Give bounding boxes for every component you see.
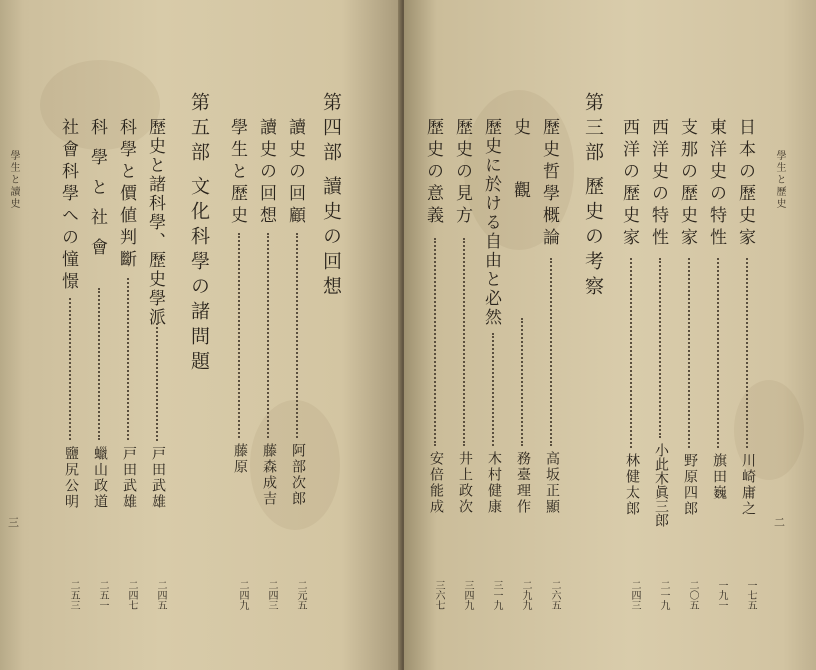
toc-entry[interactable] bbox=[453, 118, 475, 610]
toc-entry[interactable] bbox=[511, 118, 533, 610]
part3-label: 第三部 bbox=[582, 92, 604, 167]
toc-entry[interactable] bbox=[117, 118, 139, 610]
toc-entry-title: 科學と價値判斷 bbox=[116, 118, 136, 272]
running-head: 學生と讀史 bbox=[8, 150, 19, 210]
toc-entry-page: 二〇五 bbox=[687, 580, 698, 610]
toc-entry-title: 史觀 bbox=[510, 118, 530, 244]
dot-leader bbox=[630, 258, 632, 448]
toc-entry-author: 務臺理作 bbox=[515, 451, 531, 515]
dot-leader bbox=[238, 233, 240, 438]
toc-entry[interactable] bbox=[88, 118, 110, 610]
toc-entry[interactable] bbox=[678, 118, 700, 610]
toc-entry-title: 西洋史の特性 bbox=[648, 118, 668, 250]
dot-leader bbox=[492, 333, 494, 446]
toc-entry-author: 蠟山政道 bbox=[92, 446, 108, 510]
page-number: 三 bbox=[8, 516, 19, 529]
part5-label: 第五部 bbox=[188, 92, 210, 167]
toc-entry-author: 野原四郎 bbox=[682, 453, 698, 517]
toc-entry-page: 一七五 bbox=[745, 580, 756, 610]
part5-title: 文化科學の諸問題 bbox=[188, 176, 210, 376]
toc-entry-page: 二六五 bbox=[549, 580, 560, 610]
toc-entry-page: 二一九 bbox=[658, 580, 669, 610]
part4-title: 讀史の回想 bbox=[320, 176, 342, 301]
dot-leader bbox=[127, 278, 129, 440]
toc-entry-author: 鹽尻公明 bbox=[63, 446, 79, 510]
left-page bbox=[0, 0, 402, 670]
toc-entry-page: 二四五 bbox=[155, 580, 166, 610]
toc-entry-title: 支那の歷史家 bbox=[677, 118, 697, 250]
toc-entry-author: 戸田武雄 bbox=[150, 446, 166, 510]
toc-entry-title: 歷史に於ける自由と必然 bbox=[481, 118, 501, 327]
dot-leader bbox=[98, 288, 100, 440]
toc-entry-title: 讀史の回想 bbox=[256, 118, 276, 228]
toc-entry-author: 旗田巍 bbox=[711, 453, 727, 501]
toc-entry-title: 歷史の見方 bbox=[452, 118, 472, 228]
toc-entry-page: 二四三 bbox=[266, 580, 277, 610]
toc-entry-author: 木村健康 bbox=[486, 451, 502, 515]
dot-leader bbox=[156, 323, 158, 441]
toc-entry-page: 二四九 bbox=[237, 580, 248, 610]
toc-entry-title: 東洋史の特性 bbox=[706, 118, 726, 250]
toc-entry-author: 林健太郎 bbox=[624, 453, 640, 517]
toc-entry[interactable] bbox=[540, 118, 562, 610]
toc-entry[interactable] bbox=[146, 118, 168, 610]
toc-entry-page: 二元五 bbox=[295, 580, 306, 610]
dot-leader bbox=[267, 233, 269, 438]
toc-entry-author: 藤森成吉 bbox=[261, 443, 277, 507]
toc-entry-page: 二四三 bbox=[629, 580, 640, 610]
toc-entry-page: 二九九 bbox=[520, 580, 531, 610]
dot-leader bbox=[717, 258, 719, 448]
toc-entry-author: 高坂正顯 bbox=[544, 451, 560, 515]
toc-entry-author: 藤原 bbox=[232, 443, 248, 475]
dot-leader bbox=[521, 318, 523, 446]
toc-entry-title: 歷史と諸科學、歷史學派 bbox=[145, 118, 165, 327]
right-page bbox=[404, 0, 816, 670]
toc-entry[interactable] bbox=[228, 118, 250, 610]
dot-leader bbox=[550, 258, 552, 446]
running-head: 學生と歷史 bbox=[774, 150, 785, 210]
toc-entry-page: 三四九 bbox=[462, 580, 473, 610]
toc-entry-title: 讀史の回顧 bbox=[285, 118, 305, 228]
toc-entry-title: 社會科學への憧憬 bbox=[58, 118, 78, 294]
dot-leader bbox=[463, 238, 465, 446]
toc-entry[interactable] bbox=[59, 118, 81, 610]
toc-entry-title: 歷史哲學概論 bbox=[539, 118, 559, 250]
toc-entry-author: 小此木眞三郎 bbox=[653, 443, 669, 527]
toc-entry-title: 學生と歷史 bbox=[227, 118, 247, 228]
part3-title: 歷史の考察 bbox=[582, 176, 604, 301]
toc-entry-page: 二五三 bbox=[68, 580, 79, 610]
dot-leader bbox=[434, 238, 436, 446]
toc-entry-title: 西洋の歷史家 bbox=[619, 118, 639, 250]
dot-leader bbox=[659, 258, 661, 438]
toc-entry-title: 日本の歷史家 bbox=[735, 118, 755, 250]
toc-entry[interactable] bbox=[482, 118, 504, 610]
toc-entry-page: 三一九 bbox=[491, 580, 502, 610]
toc-entry-title: 歷史の意義 bbox=[423, 118, 443, 228]
toc-entry-page: 一九一 bbox=[716, 580, 727, 610]
toc-entry-author: 阿部次郎 bbox=[290, 443, 306, 507]
toc-entry-title: 科學と社會 bbox=[87, 118, 107, 268]
toc-entry[interactable] bbox=[257, 118, 279, 610]
dot-leader bbox=[296, 233, 298, 438]
toc-entry[interactable] bbox=[736, 118, 758, 610]
toc-entry[interactable] bbox=[707, 118, 729, 610]
toc-entry[interactable] bbox=[649, 118, 671, 610]
toc-entry-author: 安倍能成 bbox=[428, 451, 444, 515]
toc-entry[interactable] bbox=[286, 118, 308, 610]
toc-entry-page: 二五一 bbox=[97, 580, 108, 610]
part4-label: 第四部 bbox=[320, 92, 342, 167]
dot-leader bbox=[69, 298, 71, 440]
toc-entry-page: 三六七 bbox=[433, 580, 444, 610]
toc-entry-page: 二四七 bbox=[126, 580, 137, 610]
dot-leader bbox=[746, 258, 748, 448]
toc-entry[interactable] bbox=[424, 118, 446, 610]
toc-entry[interactable] bbox=[620, 118, 642, 610]
page-number: 二 bbox=[774, 516, 785, 529]
toc-entry-author: 戸田武雄 bbox=[121, 446, 137, 510]
toc-entry-author: 井上政次 bbox=[457, 451, 473, 515]
dot-leader bbox=[688, 258, 690, 448]
toc-entry-author: 川崎庸之 bbox=[740, 453, 756, 517]
